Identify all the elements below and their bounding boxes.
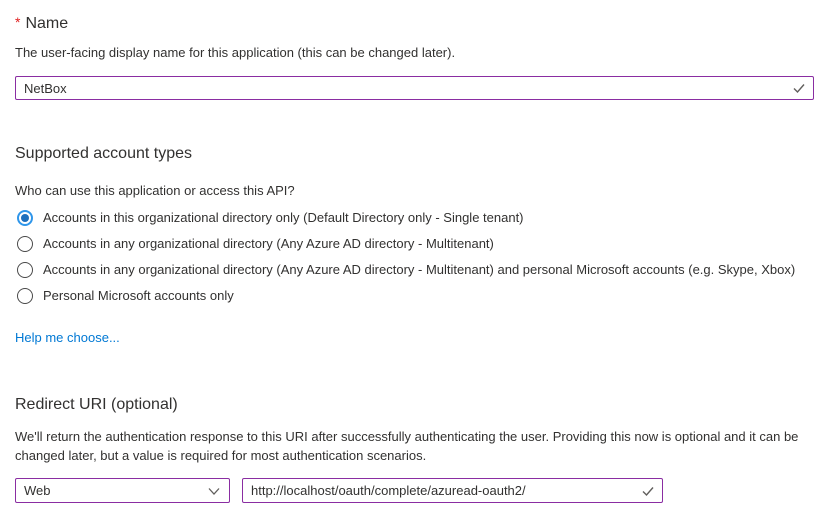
help-me-choose-link[interactable]: Help me choose... [15, 330, 120, 345]
platform-select[interactable] [15, 478, 230, 503]
radio-option-single-tenant[interactable] [15, 205, 814, 231]
radio-option-multitenant[interactable] [15, 231, 814, 257]
required-asterisk: * [15, 14, 21, 30]
name-section-heading [15, 12, 814, 34]
name-hint: The user-facing display name for this application (this can be changed later). [15, 45, 456, 60]
account-types-radio-group [15, 205, 814, 309]
redirect-uri-description: We'll return the authentication response to this URI after successfully authenticating the user. Providing this now is optional and it can be changed later, but a value is required for most authentication scenarios. [15, 429, 799, 463]
name-input-container [15, 76, 814, 100]
platform-select-value: Web [24, 483, 51, 498]
radio-option-label: Accounts in any organizational directory (Any Azure AD directory - Multitenant) and personal Microsoft accounts (e.g. Skype, Xbox) [43, 262, 796, 277]
redirect-uri-input-container [242, 478, 663, 503]
radio-option-personal-only[interactable] [15, 283, 814, 309]
radio-option-label: Personal Microsoft accounts only [43, 288, 234, 303]
account-types-question: Who can use this application or access this API? [15, 183, 295, 198]
chevron-down-icon [207, 484, 221, 498]
radio-option-label: Accounts in this organizational directory only (Default Directory only - Single tenant) [43, 210, 524, 225]
account-types-heading: Supported account types [15, 145, 193, 162]
redirect-uri-row [15, 478, 814, 503]
radio-option-multitenant-personal[interactable] [15, 257, 814, 283]
radio-button-icon [17, 210, 33, 226]
name-label: Name [25, 15, 69, 32]
radio-button-icon [17, 262, 33, 278]
radio-button-icon [17, 288, 33, 304]
radio-button-icon [17, 236, 33, 252]
redirect-uri-input[interactable] [243, 479, 662, 502]
radio-option-label: Accounts in any organizational directory (Any Azure AD directory - Multitenant) [43, 236, 494, 251]
redirect-uri-heading: Redirect URI (optional) [15, 396, 178, 413]
name-input[interactable] [16, 77, 813, 99]
